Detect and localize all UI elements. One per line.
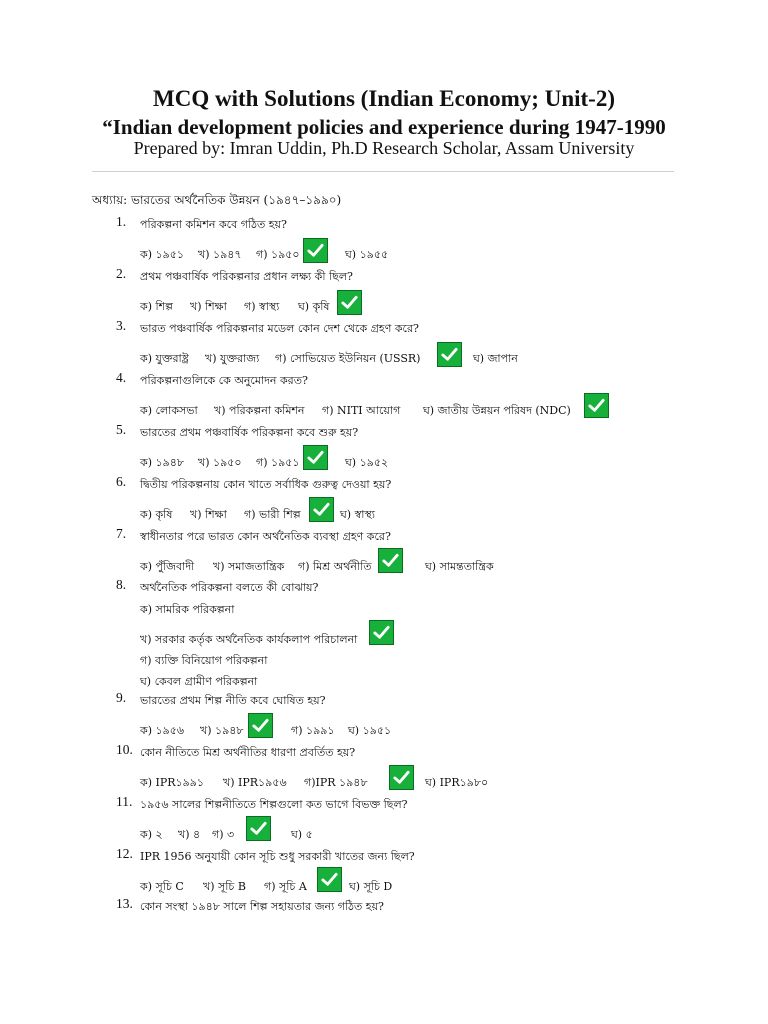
question-number: 10.	[116, 742, 133, 757]
check-icon	[378, 548, 403, 573]
question-number: 4.	[116, 370, 127, 385]
question-text: দ্বিতীয় পরিকল্পনায় কোন খাতে সর্বাধিক গুরুত্ব দেওয়া হয়?	[140, 478, 392, 491]
question-number: 2.	[116, 266, 127, 281]
option: খ) IPR১৯৫৬	[223, 776, 287, 789]
option: খ) ৪	[178, 828, 201, 841]
option: ক) IPR১৯৯১	[140, 776, 205, 789]
option: ঘ) স্বাস্থ্য	[340, 508, 375, 521]
option: ঘ) সামন্ততান্ত্রিক	[425, 560, 494, 573]
option-correct: খ) ১৯৪৮	[200, 724, 244, 737]
option: খ) ১৯৪৭	[198, 248, 242, 261]
question-text: ভারতের প্রথম পঞ্চবার্ষিক পরিকল্পনা কবে শুরু হয়?	[140, 426, 359, 439]
option: ক) যুক্তরাষ্ট্র	[140, 352, 189, 365]
option: গ) স্বাস্থ্য	[244, 300, 280, 313]
option: খ) সমাজতান্ত্রিক	[213, 560, 285, 573]
question-number: 11.	[116, 794, 133, 809]
question-text: ভারতের প্রথম শিল্প নীতি কবে ঘোষিত হয়?	[140, 694, 326, 707]
option: ক) কৃষি	[140, 508, 173, 521]
option-correct: গ)IPR ১৯৪৮	[304, 776, 368, 789]
option-correct: খ) সরকার কর্তৃক অর্থনৈতিক কার্যকলাপ পরিচালনা	[140, 633, 358, 646]
question-number: 1.	[116, 214, 127, 229]
document-subtitle: “Indian development policies and experience during 1947-1990	[102, 115, 666, 139]
option: ক) ১৯৫৬	[140, 724, 185, 737]
question-number: 5.	[116, 422, 127, 437]
question-text: অর্থনৈতিক পরিকল্পনা বলতে কী বোঝায়?	[140, 581, 319, 594]
option: ক) ১৯৫১	[140, 248, 185, 261]
option: খ) যুক্তরাজ্য	[205, 352, 260, 365]
question-number: 9.	[116, 690, 127, 705]
divider	[92, 171, 674, 172]
option: ক) শিল্প	[140, 300, 173, 313]
option: ক) ১৯৪৮	[140, 456, 185, 469]
option: গ) NITI আয়োগ	[322, 404, 401, 417]
option-correct: গ) সূচি A	[264, 880, 307, 893]
option-correct: ঘ) কৃষি	[298, 300, 330, 313]
option: ঘ) জাপান	[473, 352, 518, 365]
option: ঘ) ১৯৫৫	[345, 248, 389, 261]
option: ক) সামরিক পরিকল্পনা	[140, 603, 235, 616]
option: ক) ২	[140, 828, 163, 841]
option: খ) শিক্ষা	[190, 300, 227, 313]
option: ঘ) ৫	[291, 828, 313, 841]
option-correct: গ) মিশ্র অর্থনীতি	[298, 560, 372, 573]
check-icon	[317, 867, 342, 892]
question-text: কোন নীতিতে মিশ্র অর্থনীতির ধারণা প্রবর্তিত হয়?	[140, 746, 356, 759]
option: খ) পরিকল্পনা কমিশন	[214, 404, 305, 417]
option: খ) শিক্ষা	[190, 508, 227, 521]
check-icon	[584, 393, 609, 418]
question-text: ১৯৫৬ সালের শিল্পনীতিতে শিল্পগুলো কত ভাগে বিভক্ত ছিল?	[140, 798, 408, 811]
option: ঘ) ১৯৫১	[348, 724, 392, 737]
question-text: IPR 1956 অনুযায়ী কোন সূচি শুধু সরকারী খাতের জন্য ছিল?	[140, 850, 415, 863]
document-title: MCQ with Solutions (Indian Economy; Unit-2)	[153, 86, 615, 111]
question-number: 7.	[116, 526, 127, 541]
question-text: পরিকল্পনাগুলিকে কে অনুমোদন করত?	[140, 374, 308, 387]
option: ঘ) IPR১৯৮০	[425, 776, 489, 789]
option: ঘ) ১৯৫২	[345, 456, 389, 469]
check-icon	[246, 816, 271, 841]
option: গ) ব্যক্তি বিনিয়োগ পরিকল্পনা	[140, 654, 268, 667]
check-icon	[389, 765, 414, 790]
option: গ) ১৯৯১	[291, 724, 335, 737]
option: ঘ) সূচি D	[349, 880, 393, 893]
check-icon	[248, 713, 273, 738]
option: ক) সূচি C	[140, 880, 184, 893]
question-text: কোন সংস্থা ১৯৪৮ সালে শিল্প সহায়তার জন্য গঠিত হয়?	[140, 900, 384, 913]
check-icon	[369, 620, 394, 645]
option-correct: গ) ১৯৫১	[256, 456, 300, 469]
question-text: ভারত পঞ্চবার্ষিক পরিকল্পনার মডেল কোন দেশ থেকে গ্রহণ করে?	[140, 322, 419, 335]
check-icon	[309, 497, 334, 522]
option-correct: গ) ৩	[212, 828, 235, 841]
option-correct: গ) ১৯৫০	[256, 248, 300, 261]
question-number: 3.	[116, 318, 127, 333]
check-icon	[303, 238, 328, 263]
option: ক) লোকসভা	[140, 404, 198, 417]
option-correct: গ) সোভিয়েত ইউনিয়ন (USSR)	[275, 352, 421, 365]
check-icon	[337, 290, 362, 315]
option-correct: গ) ভারী শিল্প	[244, 508, 301, 521]
question-number: 8.	[116, 577, 127, 592]
question-text: প্রথম পঞ্চবার্ষিক পরিকল্পনার প্রধান লক্ষ্য কী ছিল?	[140, 270, 353, 283]
option: খ) সূচি B	[203, 880, 246, 893]
question-number: 13.	[116, 896, 133, 911]
option: ক) পুঁজিবাদী	[140, 560, 195, 573]
author-line: Prepared by: Imran Uddin, Ph.D Research Scholar, Assam University	[133, 138, 635, 158]
check-icon	[303, 445, 328, 470]
question-number: 12.	[116, 846, 133, 861]
option: খ) ১৯৫০	[198, 456, 242, 469]
question-number: 6.	[116, 474, 127, 489]
chapter-heading: অধ্যায়: ভারতের অর্থনৈতিক উন্নয়ন (১৯৪৭–১৯৯০)	[92, 193, 342, 207]
question-text: স্বাধীনতার পরে ভারত কোন অর্থনৈতিক ব্যবস্থা গ্রহণ করে?	[140, 530, 391, 543]
option-correct: ঘ) জাতীয় উন্নয়ন পরিষদ (NDC)	[423, 404, 571, 417]
option: ঘ) কেবল গ্রামীণ পরিকল্পনা	[140, 675, 258, 688]
check-icon	[437, 342, 462, 367]
question-text: পরিকল্পনা কমিশন কবে গঠিত হয়?	[140, 218, 287, 231]
